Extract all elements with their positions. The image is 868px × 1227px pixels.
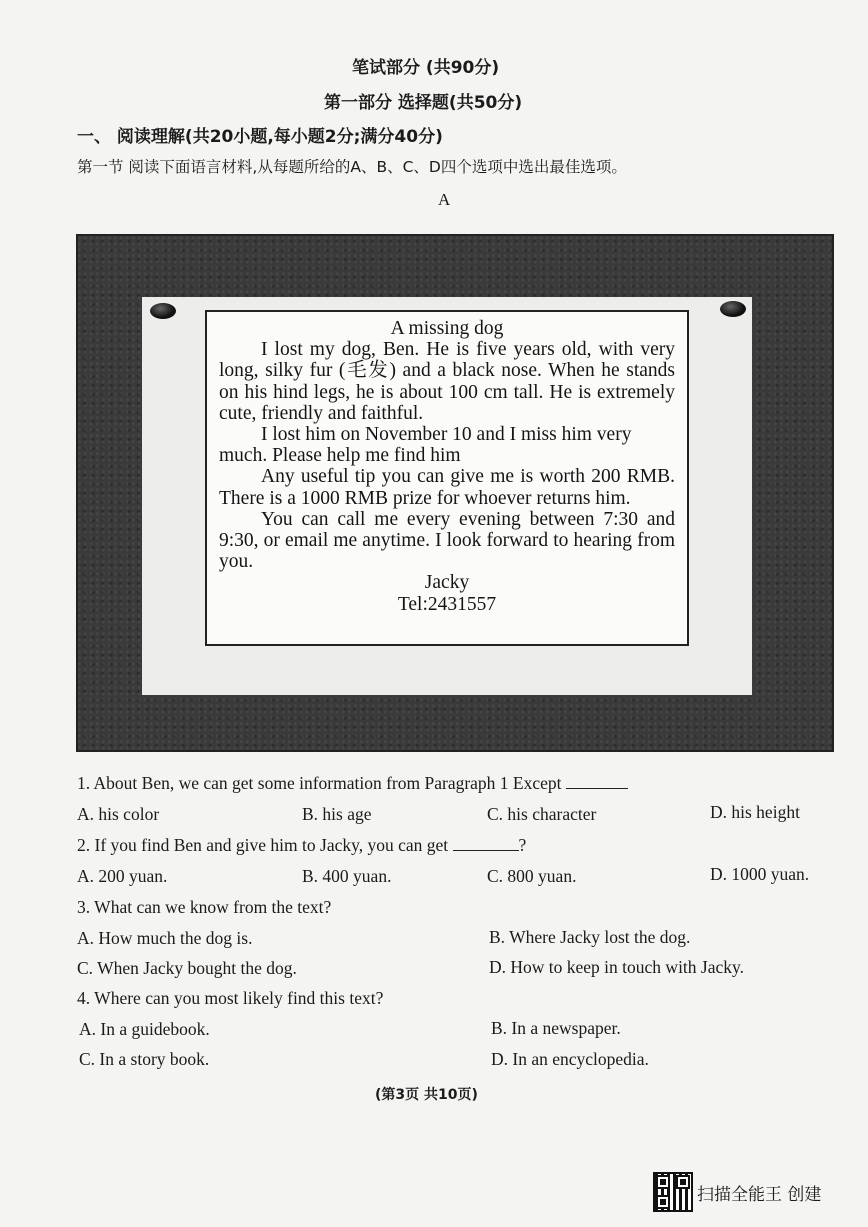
option-4d[interactable]: D. In an encyclopedia. — [491, 1049, 649, 1069]
question-4: 4. Where can you most likely find this text? — [77, 988, 384, 1008]
notice-paragraph-3: Any useful tip you can give me is worth 200 RMB. There is a 1000 RMB prize for whoever returns him. — [219, 466, 675, 509]
option-2a[interactable]: A. 200 yuan. — [77, 866, 168, 886]
pin-left-icon — [150, 303, 176, 319]
pin-right-icon — [720, 301, 746, 317]
notice-signature: Jacky — [424, 572, 470, 594]
section-title: 一、 阅读理解(共20小题,每小题2分;满分40分) — [77, 127, 443, 147]
question-mark: ? — [518, 835, 527, 855]
option-2b[interactable]: B. 400 yuan. — [302, 866, 392, 886]
answer-blank[interactable] — [453, 836, 519, 851]
option-3b[interactable]: B. Where Jacky lost the dog. — [489, 927, 691, 947]
question-3: 3. What can we know from the text? — [77, 897, 332, 917]
option-4c[interactable]: C. In a story book. — [79, 1049, 210, 1069]
option-4b[interactable]: B. In a newspaper. — [491, 1018, 621, 1038]
option-2d[interactable]: D. 1000 yuan. — [710, 864, 810, 884]
notice-paragraph-2: I lost him on November 10 and I miss him very much. Please help me find him — [219, 424, 632, 467]
question-1 — [77, 773, 628, 794]
option-1b[interactable]: B. his age — [302, 804, 372, 824]
option-3c[interactable]: C. When Jacky bought the dog. — [77, 958, 297, 978]
notice-paragraph-4: You can call me every evening between 7:30 and 9:30, or email me anytime. I look forward to hearing from you. — [219, 508, 675, 573]
scanner-watermark: 扫描全能王 创建 — [697, 1185, 822, 1205]
option-3a[interactable]: A. How much the dog is. — [77, 928, 253, 948]
page-number: (第3页 共10页) — [375, 1087, 478, 1103]
passage-label: A — [438, 190, 451, 209]
notice-paragraph-1: I lost my dog, Ben. He is five years old, with very long, silky fur (毛发) and a black nose. When he stands on his hind legs, he is about 100 cm tall. He is extremely cute, friendly and faithful. — [219, 339, 675, 424]
notice-title: A missing dog — [390, 318, 504, 339]
section-instruction: 第一节 阅读下面语言材料,从每题所给的A、B、C、D四个选项中选出最佳选项。 — [77, 158, 627, 176]
question-2-stem: 2. If you find Ben and give him to Jacky, you can get — [77, 835, 449, 855]
option-1a[interactable]: A. his color — [77, 804, 160, 824]
answer-blank[interactable] — [566, 774, 628, 789]
option-2c[interactable]: C. 800 yuan. — [487, 866, 577, 886]
part-title: 第一部分 选择题(共50分) — [324, 93, 523, 113]
notice-tel: Tel:2431557 — [397, 593, 497, 615]
option-4a[interactable]: A. In a guidebook. — [79, 1019, 210, 1039]
missing-dog-notice — [205, 310, 689, 646]
question-2 — [77, 835, 526, 856]
paper-title: 笔试部分 (共90分) — [352, 58, 500, 78]
question-1-stem: 1. About Ben, we can get some information from Paragraph 1 Except — [77, 773, 562, 793]
option-1c[interactable]: C. his character — [487, 804, 597, 824]
option-1d[interactable]: D. his height — [710, 802, 800, 822]
qr-code-icon — [653, 1172, 693, 1212]
option-3d[interactable]: D. How to keep in touch with Jacky. — [489, 957, 744, 977]
